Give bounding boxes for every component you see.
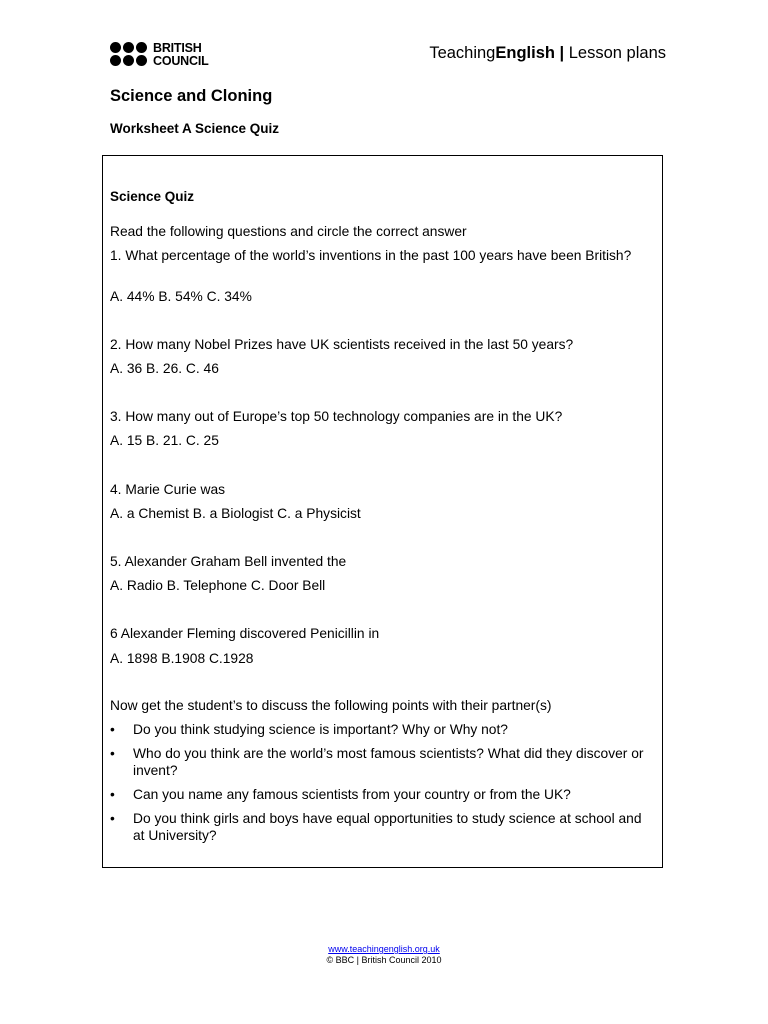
teachingenglish-header <box>429 44 666 63</box>
question-6: 6 Alexander Fleming discovered Penicillin in <box>110 626 380 641</box>
question-2: 2. How many Nobel Prizes have UK scientists received in the last 50 years? <box>110 337 574 352</box>
discussion-text: Do you think girls and boys have equal opportunities to study science at school and at University? <box>133 811 642 843</box>
question-3: 3. How many out of Europe’s top 50 technology companies are in the UK? <box>110 409 563 424</box>
worksheet-title: Worksheet A Science Quiz <box>110 121 280 136</box>
options-5: A. Radio B. Telephone C. Door Bell <box>110 578 326 593</box>
discussion-text: Do you think studying science is important? Why or Why not? <box>133 722 508 737</box>
logo-text <box>153 42 209 67</box>
quiz-instructions: Read the following questions and circle the correct answer <box>110 224 467 239</box>
bullet-icon: • <box>110 811 115 826</box>
question-5: 5. Alexander Graham Bell invented the <box>110 554 347 569</box>
question-1: 1. What percentage of the world’s inventions in the past 100 years have been British? <box>110 248 632 263</box>
british-council-logo <box>110 42 209 67</box>
discussion-text: Can you name any famous scientists from your country or from the UK? <box>133 787 571 802</box>
discussion-text: Who do you think are the world’s most famous scientists? What did they discover or invent? <box>133 746 644 778</box>
logo-line-1: BRITISH <box>153 41 202 55</box>
brand-suffix: | Lesson plans <box>554 44 666 62</box>
quiz-title: Science Quiz <box>110 189 195 204</box>
document-title: Science and Cloning <box>110 87 273 105</box>
bullet-icon: • <box>110 746 115 761</box>
options-2: A. 36 B. 26. C. 46 <box>110 361 219 376</box>
bullet-icon: • <box>110 787 115 802</box>
options-1: A. 44% B. 54% C. 34% <box>110 289 252 304</box>
brand-prefix: Teaching <box>429 44 496 62</box>
options-6: A. 1898 B.1908 C.1928 <box>110 651 254 666</box>
question-4: 4. Marie Curie was <box>110 482 226 497</box>
logo-line-2: COUNCIL <box>153 53 209 68</box>
footer-url-link[interactable]: www.teachingenglish.org.uk <box>328 944 440 954</box>
options-4: A. a Chemist B. a Biologist C. a Physicist <box>110 506 361 521</box>
discussion-intro: Now get the student’s to discuss the following points with their partner(s) <box>110 698 552 713</box>
options-3: A. 15 B. 21. C. 25 <box>110 433 219 448</box>
brand-bold: English <box>495 44 555 62</box>
footer-copyright: © BBC | British Council 2010 <box>326 955 442 965</box>
logo-dots-icon <box>110 42 148 67</box>
footer-url-line <box>0 944 768 954</box>
bullet-icon: • <box>110 722 115 737</box>
